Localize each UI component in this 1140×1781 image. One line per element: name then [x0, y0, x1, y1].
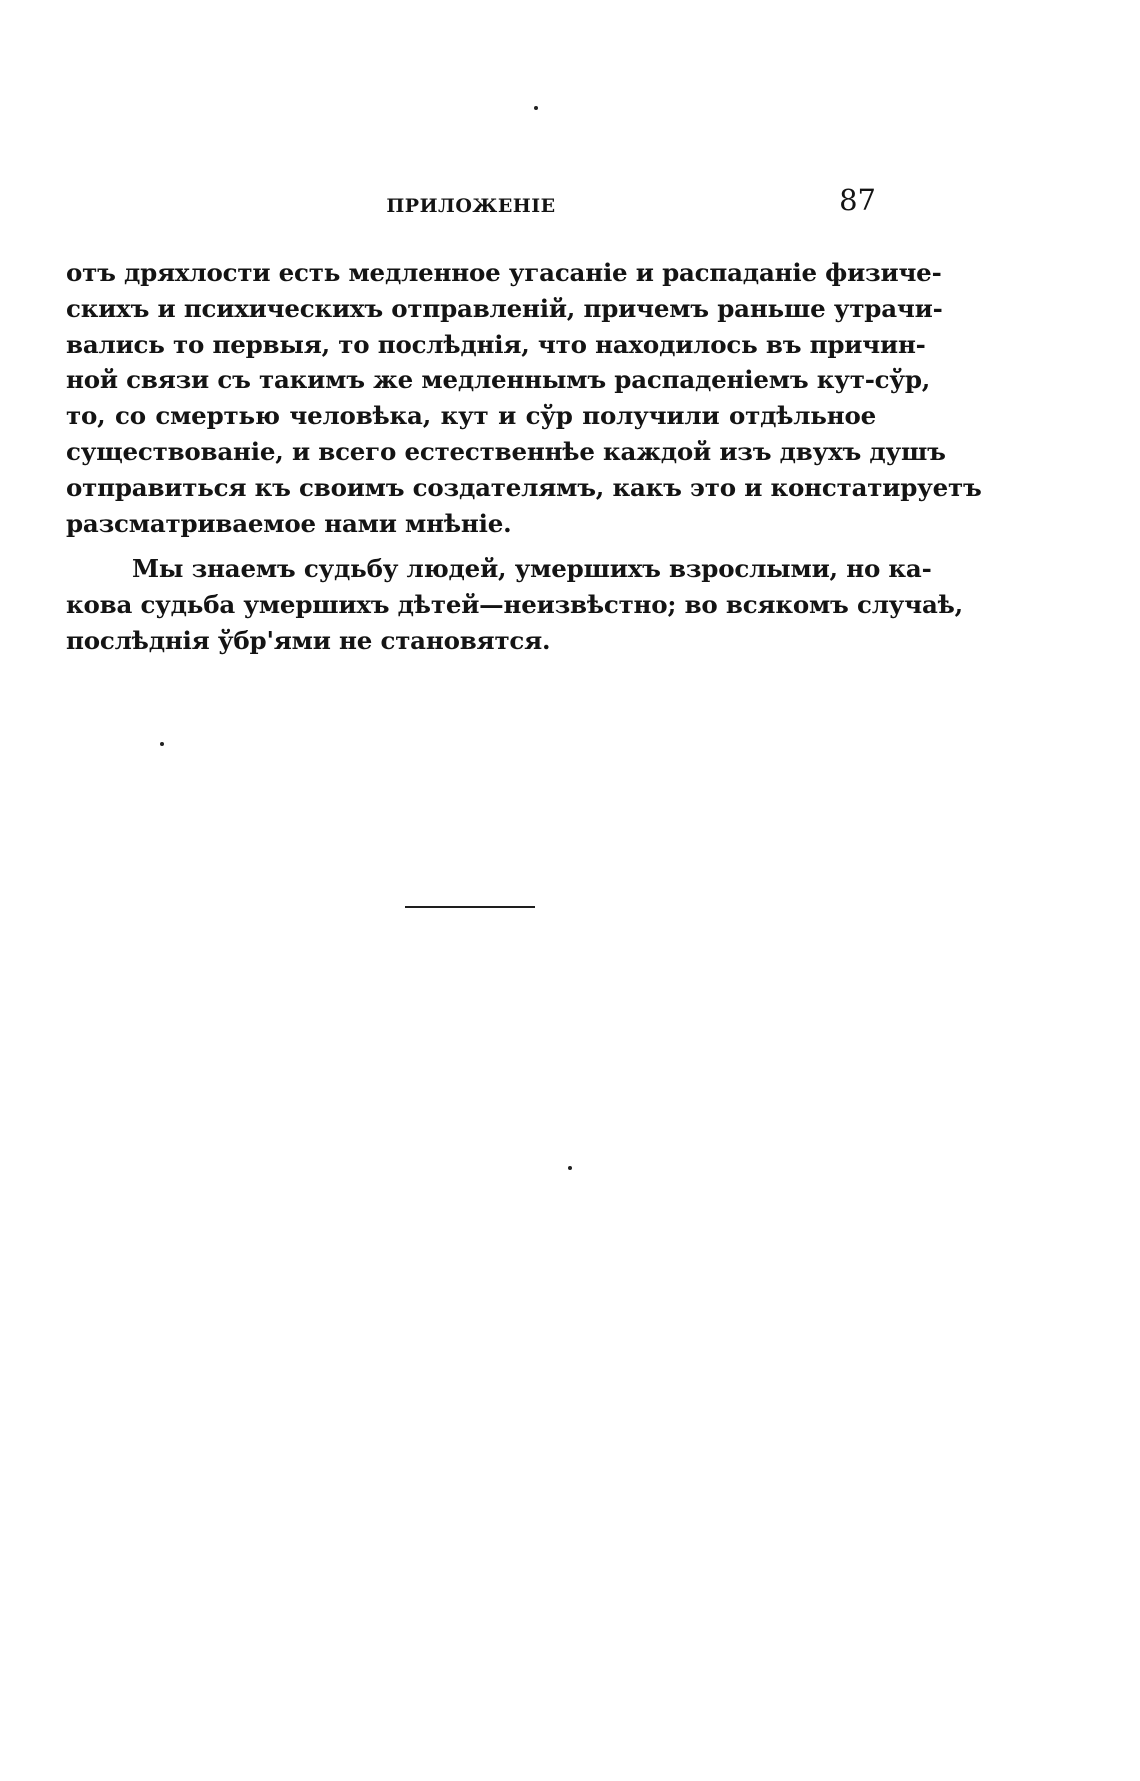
- paragraph: [66, 255, 982, 541]
- paragraph: [66, 551, 964, 658]
- running-head: ПРИЛОЖЕНІЕ: [386, 195, 556, 217]
- body-text: [66, 255, 982, 659]
- text-line: Мы знаемъ судьбу людей, умершихъ взрослыми, но ка-: [132, 554, 932, 584]
- ink-speck: [568, 1166, 572, 1170]
- text-line: послѣднія ўбр'ями не становятся.: [66, 625, 551, 655]
- page-header: [66, 183, 876, 223]
- ink-speck: [160, 742, 164, 746]
- text-line: ной связи съ такимъ же медленнымъ распаденіемъ кут-сўр,: [66, 365, 931, 395]
- ink-speck: [534, 106, 538, 110]
- text-line: кова судьба умершихъ дѣтей—неизвѣстно; во всякомъ случаѣ,: [66, 590, 964, 620]
- text-line: отправиться къ своимъ создателямъ, какъ это и констатируетъ: [66, 472, 982, 502]
- text-line: отъ дряхлости есть медленное угасаніе и распаданіе физиче-: [66, 258, 942, 287]
- text-line: скихъ и психическихъ отправленій, причемъ раньше утрачи-: [66, 293, 943, 323]
- text-line: вались то первыя, то послѣднія, что находилось въ причин-: [66, 329, 926, 359]
- end-rule: [405, 906, 535, 908]
- text-line: то, со смертью человѣка, кут и сўр получили отдѣльное: [66, 401, 876, 431]
- page-number: 87: [839, 183, 876, 217]
- text-line: разсматриваемое нами мнѣніе.: [66, 508, 512, 538]
- text-line: существованіе, и всего естественнѣе каждой изъ двухъ душъ: [66, 436, 946, 466]
